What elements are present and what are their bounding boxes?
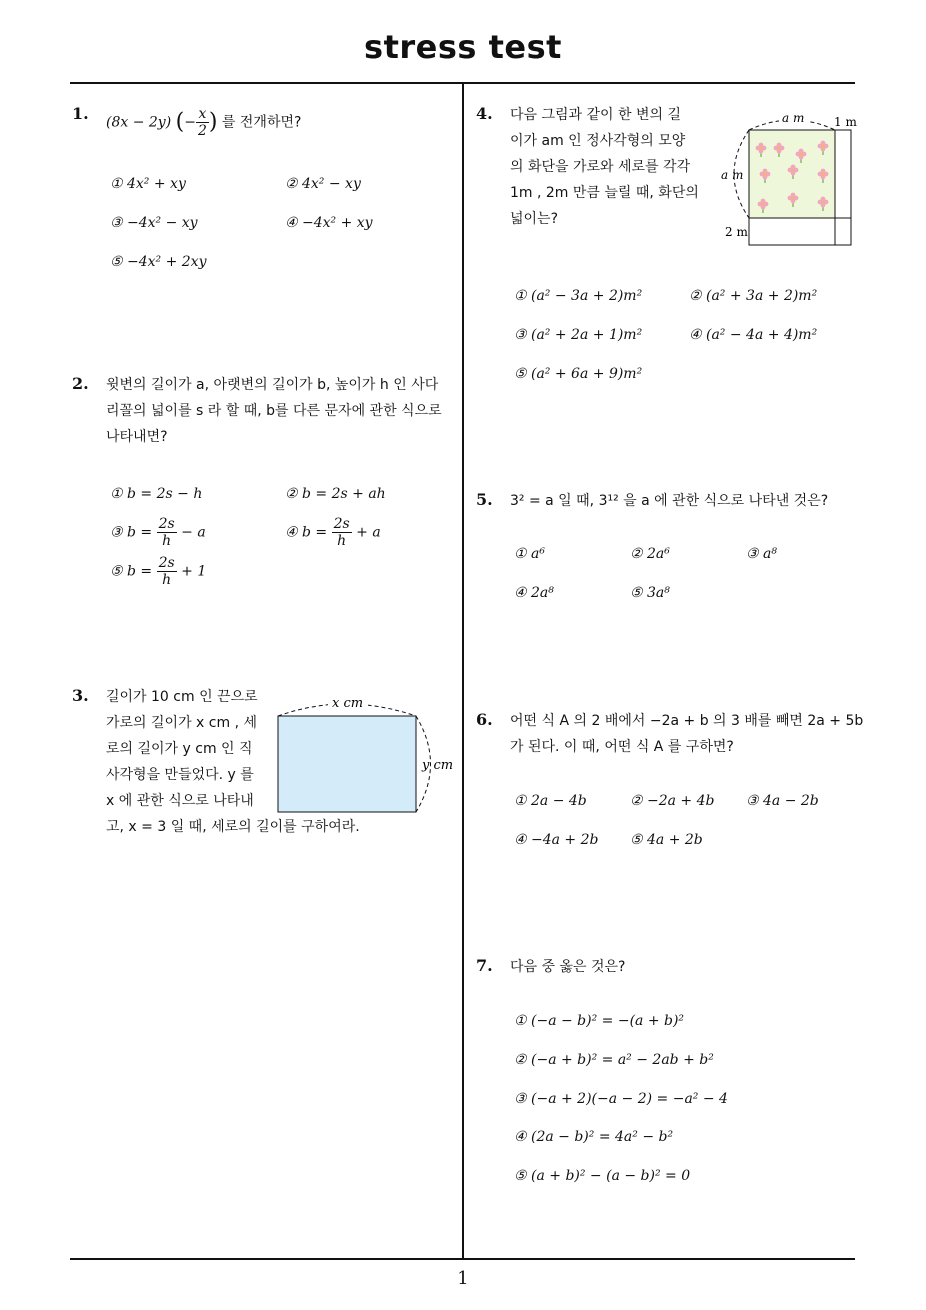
question-3-line-4: 사각형을 만들었다. y 를 (106, 767, 254, 783)
q4-option-3[interactable]: ③ (a² + 2a + 1)m² (514, 327, 643, 343)
q5-option-5[interactable]: ⑤ 3a⁸ (630, 585, 670, 601)
question-4-line-4: 1m , 2m 만큼 늘릴 때, 화단의 (510, 185, 699, 201)
q1-option-3[interactable]: ③ −4x² − xy (110, 215, 198, 231)
question-5-stem: 3² = a 일 때, 3¹² 을 a 에 관한 식으로 나타낸 것은? (510, 493, 829, 509)
q4-option-4[interactable]: ④ (a² − 4a + 4)m² (689, 327, 818, 343)
question-7-stem: 다음 중 옳은 것은? (510, 959, 626, 975)
question-2-stem (106, 372, 461, 450)
question-6-stem (510, 708, 870, 760)
question-1-expression: (8x − 2y) (106, 114, 172, 131)
q6-option-5[interactable]: ⑤ 4a + 2b (630, 832, 703, 848)
question-3-line-3: 로의 길이가 y cm 인 직 (106, 741, 253, 757)
garden-figure (715, 108, 860, 250)
question-3-line-6: 고, x = 3 일 때, 세로의 길이를 구하여라. (106, 819, 360, 835)
page-title: stress test (364, 28, 562, 66)
column-divider (462, 84, 464, 1259)
q2-option-5[interactable]: ⑤ b = $\frac{2s}{h}$ + 1 (110, 555, 207, 588)
q1-option-4[interactable]: ④ −4x² + xy (285, 215, 373, 231)
question-5-number: 5. (476, 490, 493, 509)
question-3-number: 3. (72, 686, 89, 705)
q5-option-4[interactable]: ④ 2a⁸ (514, 585, 554, 601)
q4-option-1[interactable]: ① (a² − 3a + 2)m² (514, 288, 643, 304)
question-3-line-5: x 에 관한 식으로 나타내 (106, 793, 254, 809)
q4-option-5[interactable]: ⑤ (a² + 6a + 9)m² (514, 366, 643, 382)
question-6-line-2: 가 된다. 이 때, 어떤 식 A 를 구하면? (510, 739, 734, 755)
q7-option-2[interactable]: ② (−a + b)² = a² − 2ab + b² (514, 1052, 714, 1068)
question-2-number: 2. (72, 374, 89, 393)
question-2-line-2: 리꼴의 넓이를 s 라 할 때, b를 다른 문자에 관한 식으로 (106, 403, 442, 419)
q1-option-5[interactable]: ⑤ −4x² + 2xy (110, 254, 207, 270)
rectangle-figure (270, 690, 460, 820)
q7-option-1[interactable]: ① (−a − b)² = −(a + b)² (514, 1013, 685, 1029)
q1-option-1[interactable]: ① 4x² + xy (110, 176, 186, 192)
question-3-line-2: 가로의 길이가 x cm , 세 (106, 715, 257, 731)
question-1-fraction: $\frac{x}{2}$ (197, 106, 207, 139)
page-number: 1 (457, 1268, 469, 1289)
question-3-line-1: 길이가 10 cm 인 끈으로 (106, 689, 258, 705)
q2-option-4[interactable]: ④ b = $\frac{2s}{h}$ + a (285, 516, 381, 549)
q6-option-1[interactable]: ① 2a − 4b (514, 793, 587, 809)
question-2-line-1: 윗변의 길이가 a, 아랫변의 길이가 b, 높이가 h 인 사다 (106, 377, 439, 393)
rectangle-shape (278, 716, 416, 812)
question-1-number: 1. (72, 104, 89, 123)
q7-option-4[interactable]: ④ (2a − b)² = 4a² − b² (514, 1129, 674, 1145)
question-4-number: 4. (476, 104, 493, 123)
q7-option-5[interactable]: ⑤ (a + b)² − (a − b)² = 0 (514, 1168, 691, 1184)
question-4-line-1: 다음 그림과 같이 한 변의 길 (510, 107, 682, 123)
q2-option-1[interactable]: ① b = 2s − h (110, 486, 203, 502)
question-1-suffix: 를 전개하면? (221, 114, 302, 131)
question-4-line-3: 의 화단을 가로와 세로를 각각 (510, 159, 691, 175)
q7-option-3[interactable]: ③ (−a + 2)(−a − 2) = −a² − 4 (514, 1091, 728, 1107)
extension-2m-label: 2 m (725, 225, 748, 239)
q4-option-2[interactable]: ② (a² + 3a + 2)m² (689, 288, 818, 304)
question-1-stem: (8x − 2y) (− $\frac{x}{2}$ ) 를 전개하면? (106, 106, 302, 139)
footer-rule (70, 1258, 855, 1260)
q5-option-1[interactable]: ① a⁶ (514, 546, 545, 562)
q2-option-2[interactable]: ② b = 2s + ah (285, 486, 386, 502)
question-4-stem (510, 102, 710, 232)
extension-1m-label: 1 m (834, 115, 857, 129)
question-6-number: 6. (476, 710, 493, 729)
q6-option-2[interactable]: ② −2a + 4b (630, 793, 715, 809)
question-4-line-5: 넓이는? (510, 211, 559, 227)
question-4-line-2: 이가 am 인 정사각형의 모양 (510, 133, 686, 149)
question-2-line-3: 나타내면? (106, 429, 168, 445)
top-length-label: a m (782, 111, 805, 125)
q6-option-4[interactable]: ④ −4a + 2b (514, 832, 599, 848)
q2-option-3[interactable]: ③ b = $\frac{2s}{h}$ − a (110, 516, 206, 549)
question-6-line-1: 어떤 식 A 의 2 배에서 −2a + b 의 3 배를 빼면 2a + 5b (510, 713, 864, 729)
q6-option-3[interactable]: ③ 4a − 2b (746, 793, 819, 809)
q5-option-3[interactable]: ③ a⁸ (746, 546, 777, 562)
q1-option-2[interactable]: ② 4x² − xy (285, 176, 361, 192)
q5-option-2[interactable]: ② 2a⁶ (630, 546, 670, 562)
width-label: x cm (332, 696, 364, 711)
height-label: y cm (422, 758, 454, 773)
question-7-number: 7. (476, 956, 493, 975)
side-length-label: a m (721, 168, 744, 182)
